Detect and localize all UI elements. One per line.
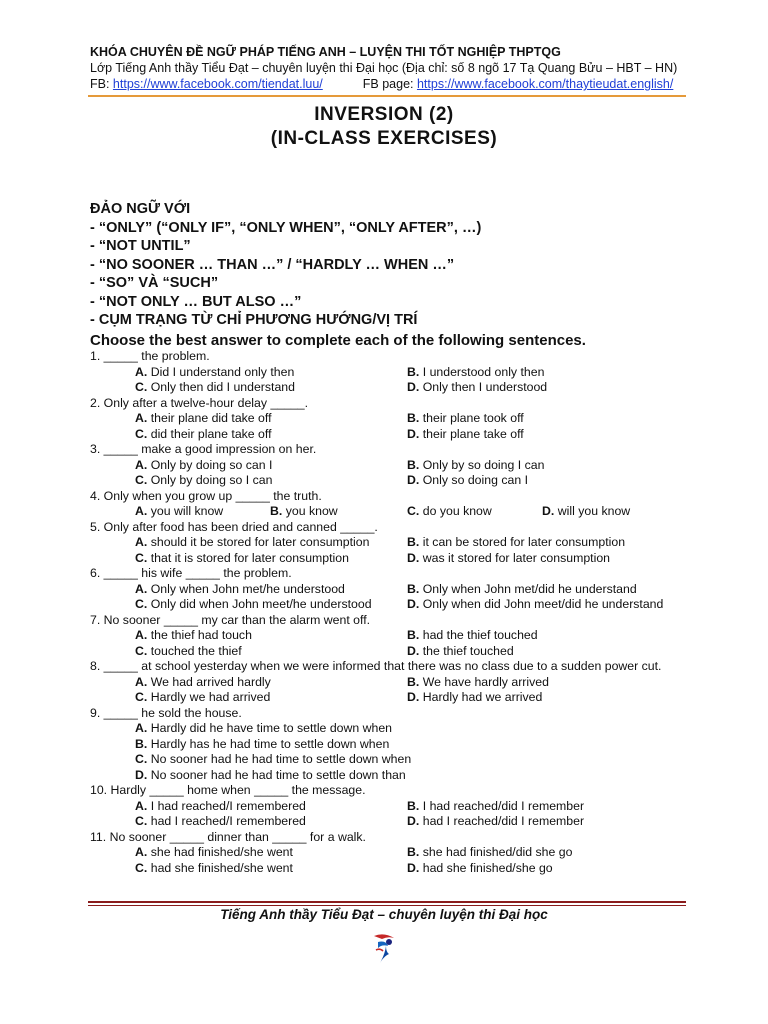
option-d[interactable] xyxy=(542,504,630,520)
footer-divider-thin xyxy=(88,905,686,906)
options-row xyxy=(90,690,730,706)
option-text: We have hardly arrived xyxy=(422,674,549,689)
option-letter: A. xyxy=(135,581,148,596)
option-a[interactable] xyxy=(135,675,271,691)
footer-divider xyxy=(88,901,686,903)
option-letter: A. xyxy=(135,364,148,379)
option-text: the thief touched xyxy=(422,643,514,658)
option-text: Only when John met/did he understand xyxy=(422,581,637,596)
option-a[interactable] xyxy=(135,504,223,520)
options-row xyxy=(90,768,730,784)
option-letter: B. xyxy=(407,845,420,859)
option-letter: A. xyxy=(135,674,148,689)
option-a[interactable] xyxy=(135,721,392,737)
option-text: will you know xyxy=(557,504,631,518)
option-d[interactable] xyxy=(407,644,514,660)
options-row xyxy=(90,861,730,877)
option-letter: B. xyxy=(407,457,420,472)
exercise-instruction: Choose the best answer to complete each of the following sentences. xyxy=(90,332,586,349)
option-letter: B. xyxy=(135,736,148,751)
options-row xyxy=(90,365,730,381)
option-d[interactable] xyxy=(407,814,584,830)
option-a[interactable] xyxy=(135,582,345,598)
option-text: should it be stored for later consumption xyxy=(150,535,370,549)
options-row xyxy=(90,752,730,768)
option-text: Hardly has he had time to settle down when xyxy=(150,736,390,751)
option-text: she had finished/she went xyxy=(150,845,293,859)
topic-item: - “NOT ONLY … BUT ALSO …” xyxy=(90,293,302,310)
option-c[interactable] xyxy=(135,690,270,706)
option-letter: C. xyxy=(135,597,148,611)
options-row xyxy=(90,427,730,443)
option-letter: D. xyxy=(407,814,420,828)
page-header xyxy=(90,44,730,92)
option-text: you will know xyxy=(150,504,224,518)
option-b[interactable] xyxy=(270,504,338,520)
option-letter: B. xyxy=(407,628,420,642)
option-c[interactable] xyxy=(407,504,492,520)
option-letter: A. xyxy=(135,535,148,549)
option-c[interactable] xyxy=(135,427,272,443)
options-row xyxy=(90,504,730,520)
question-stem: 6. _____ his wife _____ the problem. xyxy=(90,566,292,580)
option-letter: D. xyxy=(407,473,420,487)
options-row xyxy=(90,473,730,489)
option-d[interactable] xyxy=(407,690,542,706)
option-d[interactable] xyxy=(407,551,610,567)
option-text: Only then did I understand xyxy=(150,380,295,394)
topics-list xyxy=(90,200,730,330)
options-row xyxy=(90,411,730,427)
fb-label: FB: xyxy=(90,77,113,91)
option-text: We had arrived hardly xyxy=(150,674,271,689)
options-row xyxy=(90,737,730,753)
option-c[interactable] xyxy=(135,752,411,768)
option-d[interactable] xyxy=(407,861,553,877)
option-b[interactable] xyxy=(407,411,524,427)
option-text: was it stored for later consumption xyxy=(422,550,611,565)
option-c[interactable] xyxy=(135,644,242,660)
option-letter: D. xyxy=(542,504,555,518)
option-d[interactable] xyxy=(135,768,406,784)
option-text: their plane took off xyxy=(422,411,524,425)
option-text: their plane did take off xyxy=(150,411,272,425)
option-letter: B. xyxy=(407,674,420,689)
option-text: Hardly we had arrived xyxy=(150,690,271,704)
options-row xyxy=(90,535,730,551)
option-text: Only then I understood xyxy=(422,380,548,394)
fb-link[interactable]: https://www.facebook.com/tiendat.luu/ xyxy=(112,77,323,91)
option-b[interactable] xyxy=(407,628,538,644)
option-text: No sooner had he had time to settle down when xyxy=(150,752,412,766)
option-text: Only by doing so I can xyxy=(150,473,273,487)
header-divider xyxy=(88,95,686,97)
option-letter: D. xyxy=(407,643,420,658)
option-text: I had reached/did I remember xyxy=(422,798,585,813)
option-letter: C. xyxy=(135,380,148,394)
option-letter: B. xyxy=(407,798,420,813)
option-text: Only so doing can I xyxy=(422,473,529,487)
option-text: Only when did John meet/did he understand xyxy=(422,597,664,611)
options-row xyxy=(90,845,730,861)
option-letter: A. xyxy=(135,721,148,735)
option-text: do you know xyxy=(422,504,492,518)
question-stem: 10. Hardly _____ home when _____ the message. xyxy=(90,783,366,797)
option-letter: B. xyxy=(407,364,420,379)
option-text: Did I understand only then xyxy=(150,364,295,379)
option-letter: D. xyxy=(407,860,420,875)
option-letter: C. xyxy=(135,860,148,875)
option-letter: C. xyxy=(407,504,420,518)
option-text: Only when John met/he understood xyxy=(150,581,345,596)
option-text: their plane take off xyxy=(422,426,524,441)
option-letter: A. xyxy=(135,411,148,425)
question-stem: 11. No sooner _____ dinner than _____ for a walk. xyxy=(90,829,366,844)
option-b[interactable] xyxy=(407,845,572,861)
topic-item: - “ONLY” (“ONLY IF”, “ONLY WHEN”, “ONLY AFTER”, …) xyxy=(90,219,482,236)
option-letter: B. xyxy=(270,504,283,518)
topic-item: - “NOT UNTIL” xyxy=(90,238,191,254)
option-b[interactable] xyxy=(407,365,544,381)
option-letter: D. xyxy=(135,767,148,782)
option-c[interactable] xyxy=(135,551,349,567)
teacher-line: Lớp Tiếng Anh thầy Tiểu Đạt – chuyên luyện thi Đại học (Địa chỉ: số 8 ngõ 17 Tạ Quang Bửu – HBT – HN) xyxy=(90,61,678,75)
option-c[interactable] xyxy=(135,597,372,613)
option-letter: B. xyxy=(407,411,420,425)
option-text: had she finished/she go xyxy=(422,860,553,875)
option-text: I understood only then xyxy=(422,364,545,379)
question-stem: 7. No sooner _____ my car than the alarm went off. xyxy=(90,612,371,627)
options-row xyxy=(90,721,730,737)
options-row xyxy=(90,551,730,567)
option-text: touched the thief xyxy=(150,643,242,658)
option-letter: C. xyxy=(135,643,148,658)
option-letter: C. xyxy=(135,550,148,565)
fbpage-label: FB page: xyxy=(362,77,417,91)
options-row xyxy=(90,380,730,396)
option-letter: A. xyxy=(135,798,148,813)
option-text: the thief had touch xyxy=(150,628,252,642)
option-text: had the thief touched xyxy=(422,628,538,642)
fbpage-link[interactable]: https://www.facebook.com/thaytieudat.english/ xyxy=(416,77,674,91)
options-row xyxy=(90,628,730,644)
option-b[interactable] xyxy=(407,535,625,551)
option-letter: C. xyxy=(135,752,148,766)
option-text: had I reached/did I remember xyxy=(422,814,585,828)
option-c[interactable] xyxy=(135,380,295,396)
option-letter: B. xyxy=(407,535,420,549)
options-row xyxy=(90,675,730,691)
option-text: she had finished/did she go xyxy=(422,845,573,859)
option-a[interactable] xyxy=(135,411,272,427)
option-b[interactable] xyxy=(407,458,544,474)
options-row xyxy=(90,814,730,830)
option-text: Hardly had we arrived xyxy=(422,690,543,704)
school-logo-icon xyxy=(368,930,400,966)
option-a[interactable] xyxy=(135,628,252,644)
option-text: Only by doing so can I xyxy=(150,457,273,472)
options-row xyxy=(90,582,730,598)
question-stem: 2. Only after a twelve-hour delay _____. xyxy=(90,395,309,410)
option-a[interactable] xyxy=(135,845,293,861)
topic-item: - CỤM TRẠNG TỪ CHỈ PHƯƠNG HƯỚNG/VỊ TRÍ xyxy=(90,312,418,328)
option-letter: A. xyxy=(135,457,148,472)
option-d[interactable] xyxy=(407,597,663,613)
option-b[interactable] xyxy=(135,737,389,753)
option-text: Only did when John meet/he understood xyxy=(150,597,372,611)
option-letter: B. xyxy=(407,581,420,596)
option-text: had I reached/I remembered xyxy=(150,814,306,828)
links-line xyxy=(90,76,730,92)
option-c[interactable] xyxy=(135,473,272,489)
topic-item: - “NO SOONER … THAN …” / “HARDLY … WHEN …” xyxy=(90,256,455,273)
option-text: Only by so doing I can xyxy=(422,457,545,472)
option-letter: D. xyxy=(407,380,420,394)
option-text: did their plane take off xyxy=(150,426,272,441)
option-text: you know xyxy=(285,504,338,518)
course-title: KHÓA CHUYÊN ĐỀ NGỮ PHÁP TIẾNG ANH – LUYỆN THI TỐT NGHIỆP THPTQG xyxy=(90,45,561,59)
topics-heading: ĐẢO NGỮ VỚI xyxy=(90,201,191,217)
option-letter: D. xyxy=(407,550,420,565)
option-letter: C. xyxy=(135,473,148,487)
question-stem: 1. _____ the problem. xyxy=(90,349,210,363)
option-text: it can be stored for later consumption xyxy=(422,535,626,549)
page-title: INVERSION (2) xyxy=(314,104,454,125)
option-a[interactable] xyxy=(135,799,306,815)
option-text: I had reached/I remembered xyxy=(150,798,306,813)
options-row xyxy=(90,458,730,474)
option-b[interactable] xyxy=(407,582,637,598)
option-b[interactable] xyxy=(407,799,584,815)
page-footer: Tiếng Anh thầy Tiểu Đạt – chuyên luyện thi Đại học xyxy=(220,907,548,922)
question-stem: 3. _____ make a good impression on her. xyxy=(90,442,317,456)
option-text: that it is stored for later consumption xyxy=(150,550,349,565)
page-subtitle: (IN-CLASS EXERCISES) xyxy=(270,128,498,149)
option-letter: D. xyxy=(407,426,420,441)
options-row xyxy=(90,799,730,815)
option-letter: D. xyxy=(407,690,420,704)
option-letter: A. xyxy=(135,628,148,642)
question-stem: 8. _____ at school yesterday when we were informed that there was no class due to a sudden power cut. xyxy=(90,659,662,673)
topic-item: - “SO” VÀ “SUCH” xyxy=(90,275,219,291)
option-a[interactable] xyxy=(135,535,369,551)
option-a[interactable] xyxy=(135,365,294,381)
option-letter: A. xyxy=(135,845,148,859)
option-letter: C. xyxy=(135,690,148,704)
option-d[interactable] xyxy=(407,380,547,396)
question-stem: 5. Only after food has been dried and canned _____. xyxy=(90,519,378,534)
option-d[interactable] xyxy=(407,473,528,489)
option-a[interactable] xyxy=(135,458,272,474)
option-text: had she finished/she went xyxy=(150,860,293,875)
questions-list xyxy=(90,349,730,876)
question-stem: 4. Only when you grow up _____ the truth. xyxy=(90,488,322,503)
option-d[interactable] xyxy=(407,427,524,443)
options-row xyxy=(90,597,730,613)
option-letter: A. xyxy=(135,504,148,518)
option-b[interactable] xyxy=(407,675,549,691)
option-c[interactable] xyxy=(135,861,293,877)
option-letter: C. xyxy=(135,426,148,441)
option-letter: C. xyxy=(135,814,148,828)
option-c[interactable] xyxy=(135,814,306,830)
option-letter: D. xyxy=(407,597,420,611)
options-row xyxy=(90,644,730,660)
option-text: No sooner had he had time to settle down than xyxy=(150,767,406,782)
question-stem: 9. _____ he sold the house. xyxy=(90,705,242,720)
option-text: Hardly did he have time to settle down when xyxy=(150,721,393,735)
